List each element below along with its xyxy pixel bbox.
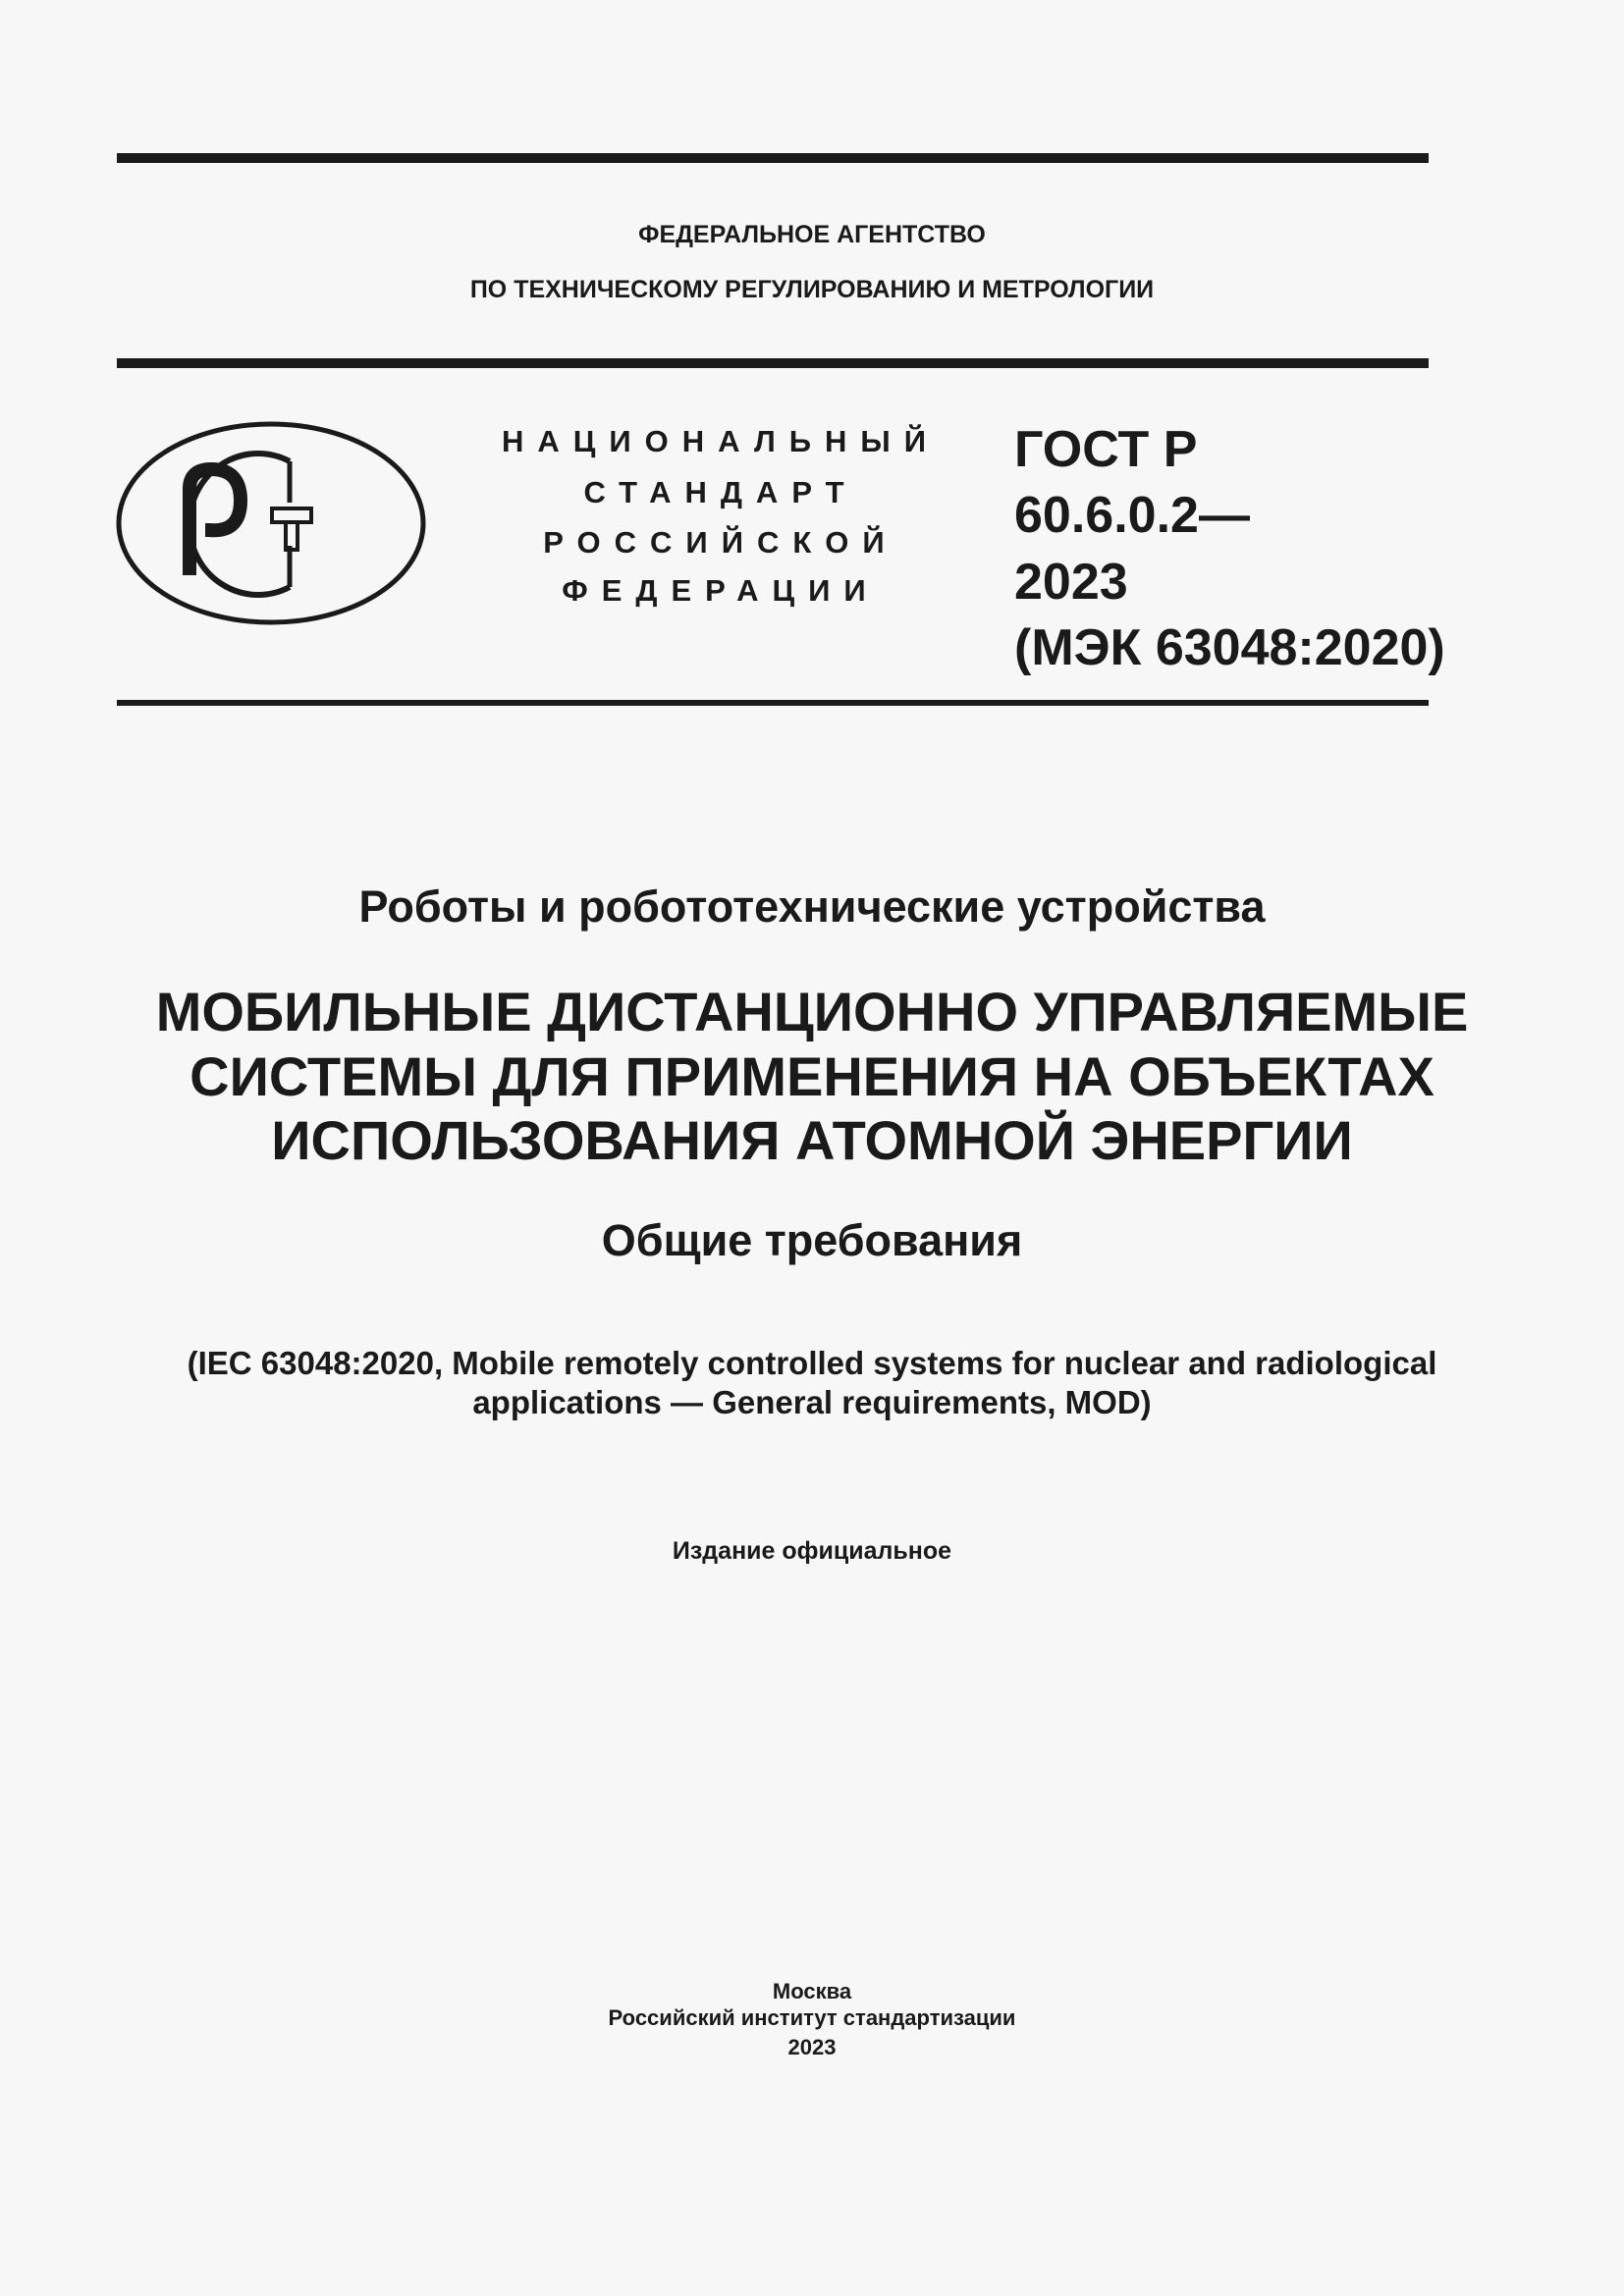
agency-line-2: ПО ТЕХНИЧЕСКОМУ РЕГУЛИРОВАНИЮ И МЕТРОЛОГИИ: [469, 276, 1155, 303]
header-rule: [117, 358, 1429, 368]
title-main-line-3: ИСПОЛЬЗОВАНИЯ АТОМНОЙ ЭНЕРГИИ: [271, 1109, 1353, 1171]
rst-logo: [115, 420, 427, 626]
title-group: Роботы и робототехнические устройства: [358, 881, 1266, 932]
designation-rule: [117, 700, 1429, 706]
standard-type-line-2: СТАНДАРТ: [583, 475, 858, 509]
designation-iec: (МЭК 63048:2020): [1014, 619, 1445, 676]
designation-number: 60.6.0.2—: [1014, 487, 1250, 544]
footer-city: Москва: [772, 1979, 852, 2003]
footer-year: 2023: [787, 2035, 837, 2059]
edition-label: Издание официальное: [672, 1537, 952, 1565]
designation-gost: ГОСТ Р: [1014, 421, 1198, 478]
top-rule: [117, 153, 1429, 163]
standard-type-line-4: ФЕДЕРАЦИИ: [562, 573, 880, 608]
iec-line-1: (IEC 63048:2020, Mobile remotely controlled systems for nuclear and radiological: [187, 1345, 1437, 1381]
standard-type-line-3: РОССИЙСКОЙ: [543, 525, 898, 560]
agency-line-1: ФЕДЕРАЛЬНОЕ АГЕНТСТВО: [638, 221, 986, 248]
title-sub: Общие требования: [601, 1215, 1023, 1265]
title-main-line-1: МОБИЛЬНЫЕ ДИСТАНЦИОННО УПРАВЛЯЕМЫЕ: [155, 981, 1469, 1042]
footer-publisher: Российский институт стандартизации: [608, 2005, 1016, 2030]
designation-year: 2023: [1014, 554, 1128, 611]
title-main-line-2: СИСТЕМЫ ДЛЯ ПРИМЕНЕНИЯ НА ОБЪЕКТАХ: [189, 1045, 1435, 1107]
standard-type-line-1: НАЦИОНАЛЬНЫЙ: [501, 424, 941, 458]
iec-line-2: applications — General requirements, MOD): [472, 1384, 1152, 1420]
